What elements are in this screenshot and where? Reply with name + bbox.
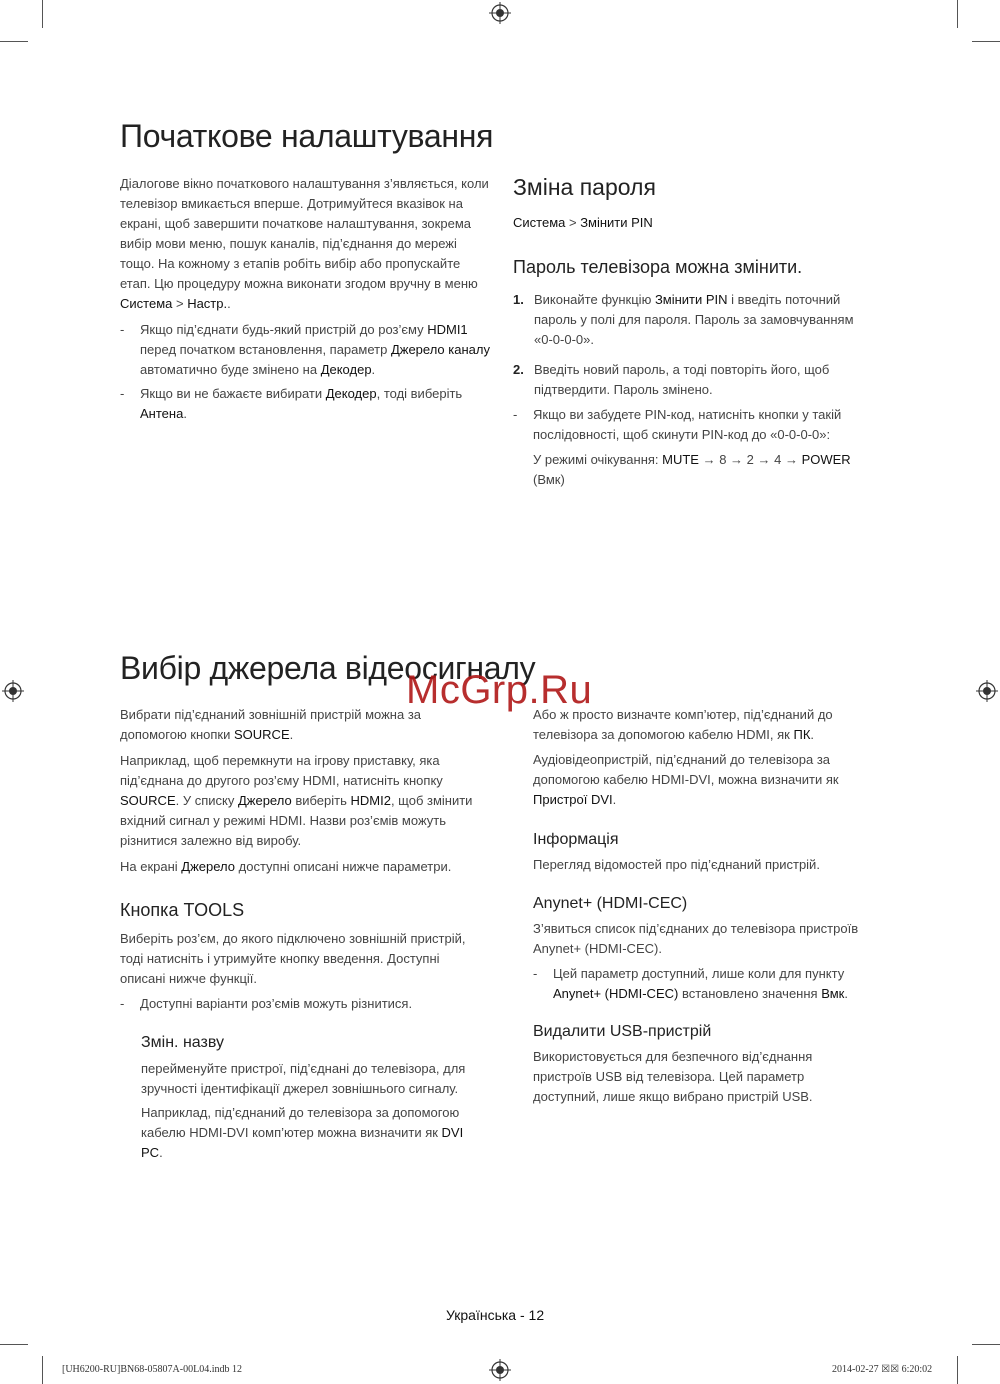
password-step: 1. Виконайте функцію Змінити PIN і введіть поточний пароль у полі для пароля. Пароль за замовчуванням «0-0-0-0». bbox=[513, 292, 854, 347]
rename-paragraph: перейменуйте пристрої, під’єднані до телевізора, для зручності ідентифікації джерел зовнішнього сигналу. bbox=[141, 1061, 466, 1096]
crop-mark bbox=[42, 1356, 43, 1384]
setup-paragraph: Діалогове вікно початкового налаштування з’являється, коли телевізор вмикається вперше. Дотримуйтеся вказівок на екрані, щоб завершити початкове налаштування, зокрема вибір мови меню, пошук каналів, під’єднання до мережі тощо. На кожному з етапів робіть вибір або пропускайте етап. Цю процедуру можна виконати згодом вручну в меню Система > Настр.. bbox=[120, 176, 489, 311]
usb-title: Видалити USB-пристрій bbox=[533, 1023, 712, 1040]
tools-bullet: - Доступні варіанти роз’ємів можуть різнитися. bbox=[120, 996, 413, 1011]
info-title: Інформація bbox=[533, 831, 619, 848]
tools-paragraph: Виберіть роз’єм, до якого підключено зовнішній пристрій, тоді натисніть і утримуйте кнопку введення. Доступні описані нижче функції. bbox=[120, 931, 466, 986]
crop-mark bbox=[972, 1344, 1000, 1345]
rename-title: Змін. назву bbox=[141, 1034, 224, 1051]
crop-mark bbox=[972, 41, 1000, 42]
tools-section bbox=[120, 929, 485, 1014]
registration-mark-icon bbox=[489, 2, 511, 24]
file-info: [UH6200-RU]BN68-05807A-00L04.indb 12 bbox=[62, 1364, 242, 1375]
source-paragraph: Наприклад, щоб перемкнути на ігрову приставку, яка під’єднана до другого роз’єму HDMI, натисніть кнопку SOURCE. У списку Джерело виберіть HDMI2, щоб змінити вхідний сигнал у режимі HDMI. Назви роз’ємів можуть різнитися залежно від виробу. bbox=[120, 753, 473, 848]
crop-mark bbox=[0, 41, 28, 42]
setup-bullet: - Якщо під’єднати будь-який пристрій до роз’єму HDMI1 перед початком встановлення, параметр Джерело каналу автоматично буде змінено на Декодер. bbox=[120, 322, 490, 377]
anynet-title: Anynet+ (HDMI-CEC) bbox=[533, 895, 688, 912]
usb-paragraph: Використовується для безпечного від’єднання пристроїв USB від телевізора. Цей параметр доступний, лише якщо вибрано пристрій USB. bbox=[533, 1049, 813, 1104]
password-menu-path: Система > Змінити PIN bbox=[513, 215, 653, 230]
rename-paragraph: Наприклад, під’єднаний до телевізора за допомогою кабелю HDMI-DVI комп’ютер можна визначити як DVI PC. bbox=[141, 1105, 464, 1160]
password-title: Зміна пароля bbox=[513, 174, 656, 200]
anynet-bullet: - Цей параметр доступний, лише коли для пункту Anynet+ (HDMI-CEC) встановлено значення Вмк. bbox=[533, 966, 848, 1001]
password-note: - Якщо ви забудете PIN-код, натисніть кнопки у такій послідовності, щоб скинути PIN-код до «0-0-0-0»: bbox=[513, 407, 842, 442]
registration-mark-icon bbox=[489, 1359, 511, 1381]
setup-bullet: - Якщо ви не бажаєте вибирати Декодер, тоді виберіть Антена. bbox=[120, 386, 463, 421]
password-standby-sequence: У режимі очікування: MUTE → 8 → 2 → 4 → POWER (Вмк) bbox=[533, 452, 851, 487]
crop-mark bbox=[957, 1356, 958, 1384]
source-right-column bbox=[533, 705, 878, 810]
source-paragraph: На екрані Джерело доступні описані нижче параметри. bbox=[120, 859, 452, 874]
anynet-section bbox=[533, 919, 883, 1004]
crop-mark bbox=[42, 0, 43, 28]
source-left-column bbox=[120, 705, 485, 877]
setup-title: Початкове налаштування bbox=[120, 118, 494, 154]
print-date: 2014-02-27 ☒☒ 6:20:02 bbox=[832, 1364, 933, 1375]
setup-column bbox=[120, 174, 490, 424]
password-step: 2. Введіть новий пароль, а тоді повторіть його, щоб підтвердити. Пароль змінено. bbox=[513, 362, 830, 397]
info-paragraph: Перегляд відомостей про під’єднаний пристрій. bbox=[533, 857, 820, 872]
rename-section bbox=[141, 1059, 486, 1163]
anynet-paragraph: З’явиться список під’єднаних до телевізора пристроїв Anynet+ (HDMI-CEC). bbox=[533, 921, 859, 956]
registration-mark-icon bbox=[976, 680, 998, 702]
password-subtitle: Пароль телевізора можна змінити. bbox=[513, 257, 803, 277]
source-paragraph: Вибрати під’єднаний зовнішній пристрій можна за допомогою кнопки SOURCE. bbox=[120, 707, 422, 742]
rename-paragraph: Або ж просто визначте комп’ютер, під’єднаний до телевізора за допомогою кабелю HDMI, як ПК. bbox=[533, 707, 833, 742]
source-title: Вибір джерела відеосигналу bbox=[120, 650, 536, 686]
watermark: McGrp.Ru bbox=[406, 668, 593, 712]
crop-mark bbox=[957, 0, 958, 28]
registration-mark-icon bbox=[2, 680, 24, 702]
tools-title: Кнопка TOOLS bbox=[120, 900, 245, 920]
rename-paragraph: Аудіовідеопристрій, під’єднаний до телевізора за допомогою кабелю HDMI-DVI, можна визначити як Пристрої DVI. bbox=[533, 752, 839, 807]
page-number: Українська - 12 bbox=[446, 1307, 545, 1323]
crop-mark bbox=[0, 1344, 28, 1345]
password-steps bbox=[513, 290, 868, 490]
